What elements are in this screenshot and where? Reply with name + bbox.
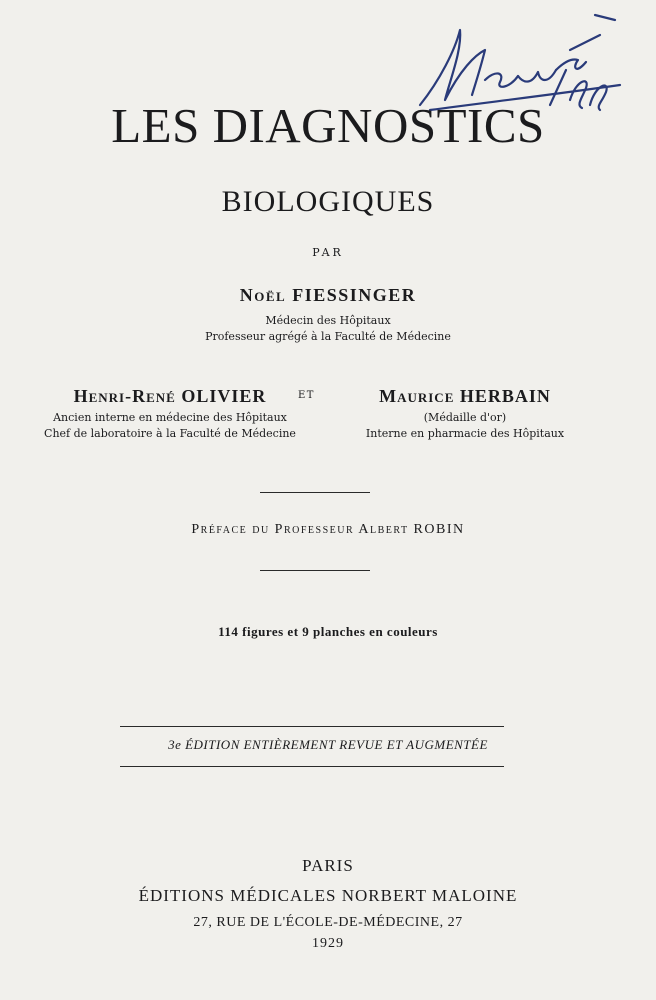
coauthor-left-name: Henri-René OLIVIER	[73, 386, 267, 406]
publisher-address: 27, RUE DE L'ÉCOLE-DE-MÉDECINE, 27	[193, 915, 463, 930]
edition-rule-top	[120, 726, 504, 727]
divider-1	[260, 492, 370, 493]
main-author-position: Professeur agrégé à la Faculté de Médecine	[205, 330, 451, 343]
coauthor-right-desc2: Interne en pharmacie des Hôpitaux	[365, 427, 565, 440]
coauthor-right	[350, 384, 580, 442]
coauthor-left	[30, 384, 310, 442]
divider-2	[260, 570, 370, 571]
edition-statement: 3e ÉDITION ENTIÈREMENT REVUE ET AUGMENTÉE	[168, 737, 488, 752]
by-label: PAR	[312, 246, 344, 259]
coauthor-left-desc2: Chef de laboratoire à la Faculté de Médecine	[44, 427, 296, 440]
figures-note: 114 figures et 9 planches en couleurs	[218, 624, 438, 639]
coauthor-left-desc1: Ancien interne en médecine des Hôpitaux	[53, 411, 287, 424]
main-author-title: Médecin des Hôpitaux	[265, 314, 391, 327]
coauthor-right-desc1: (Médaille d'or)	[423, 411, 507, 424]
coauthor-right-name: Maurice HERBAIN	[379, 386, 551, 406]
book-title: LES DIAGNOSTICS	[111, 98, 545, 153]
book-subtitle: BIOLOGIQUES	[221, 185, 435, 218]
publication-year: 1929	[312, 936, 344, 951]
publisher-city: PARIS	[302, 856, 354, 875]
publisher-name: ÉDITIONS MÉDICALES NORBERT MALOINE	[138, 886, 518, 905]
main-author-name: Noël FIESSINGER	[239, 285, 417, 305]
conjunction: ET	[298, 390, 315, 401]
edition-rule-bottom	[120, 766, 504, 767]
preface-line: Préface du Professeur Albert ROBIN	[191, 522, 465, 537]
